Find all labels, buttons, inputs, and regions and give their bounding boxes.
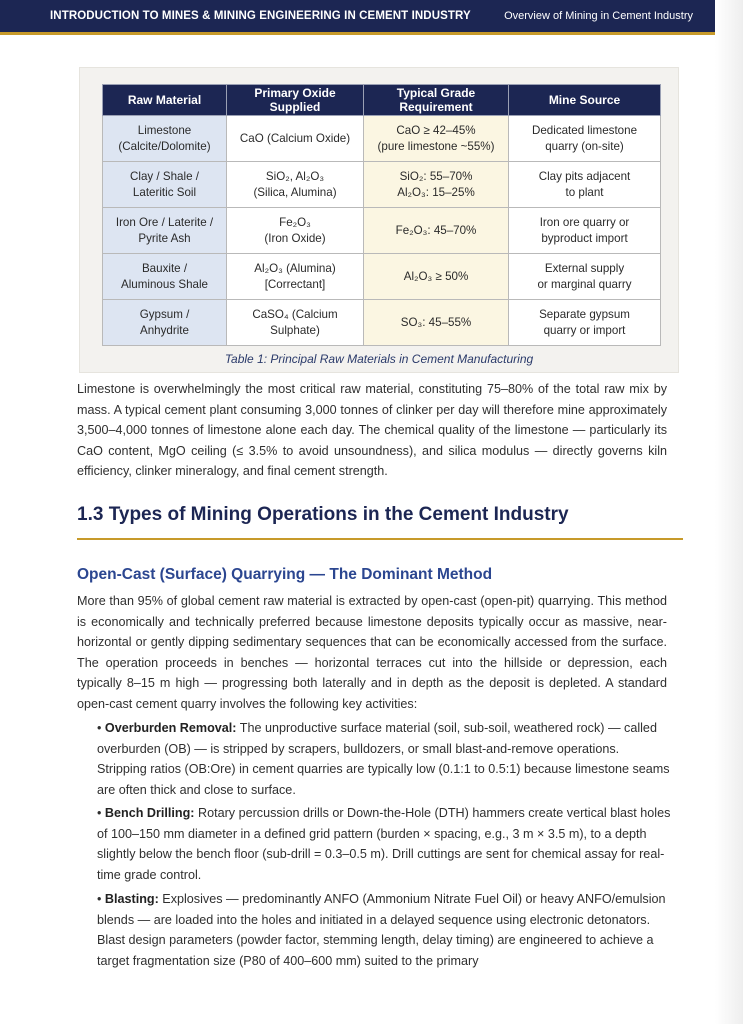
table-row [103, 300, 661, 346]
cell-line: Limestone [137, 123, 192, 137]
table-cell-material [103, 162, 227, 208]
bullet-text: The unproductive surface material (soil, sub-soil, weathered rock) — called overburden (OB) — is stripped by scrapers, bulldozers, or small blast-and-remove operations. Stripping ratios (OB:Ore) in cement quarries are typically low (0.1:1 to 0.5:1) because limestone seams are often thick and close to surface. [97, 721, 670, 797]
cell-line: Fe₂O₃ [279, 215, 311, 229]
table-cell-material [103, 300, 227, 346]
cell-line: quarry or import [543, 323, 626, 337]
table-row [103, 162, 661, 208]
table-figure [80, 68, 678, 372]
table-cell-grade [364, 208, 509, 254]
cell-line: Lateritic Soil [132, 185, 197, 199]
table-row [103, 254, 661, 300]
bullet-blasting: • Blasting: Explosives — predominantly ANFO (Ammonium Nitrate Fuel Oil) or heavy ANFO/emulsion blends — are loaded into the holes and initiated in a delayed sequence using electronic detonators. Blast design parameters (powder factor, stemming length, delay timing) are engineered to achieve a target fragmentation size (P80 of 400–600 mm) suited to the primary [97, 892, 666, 968]
cell-line: Anhydrite [140, 323, 189, 337]
cell-line: CaO ≥ 42–45% [396, 123, 476, 137]
table-cell-oxide [227, 162, 364, 208]
section-divider [77, 538, 683, 540]
cell-line: Bauxite / [141, 261, 188, 275]
column-header: Mine Source [509, 85, 661, 116]
table-cell-source [509, 162, 661, 208]
cell-line: (pure limestone ~55%) [377, 139, 495, 153]
table-cell-material [103, 116, 227, 162]
table-cell-oxide [227, 254, 364, 300]
table-cell-material [103, 254, 227, 300]
cell-line: (Calcite/Dolomite) [118, 139, 211, 153]
table-cell-oxide [227, 300, 364, 346]
cell-line: Clay pits adjacent [538, 169, 631, 183]
table-cell-grade [364, 300, 509, 346]
table-row [103, 116, 661, 162]
table-cell-grade [364, 116, 509, 162]
paragraph-open-cast: More than 95% of global cement raw material is extracted by open-cast (open-pit) quarrying. This method is economically and technically preferred because limestone deposits typically occur as massive, near-horizontal or gently dipping sedimentary sequences that can be economically accessed from the surface. The operation proceeds in benches — horizontal terraces cut into the hillside or depression, each typically 8–15 m high — progressing both laterally and in depth as the deposit is depleted. A standard open-cast cement quarry involves the following key activities: [77, 594, 667, 711]
header-section: Overview of Mining in Cement Industry [504, 10, 693, 22]
paragraph-limestone: Limestone is overwhelmingly the most critical raw material, constituting 75–80% of the total raw mix by mass. A typical cement plant consuming 3,000 tonnes of clinker per day will therefore mine approximately 3,500–4,000 tonnes of limestone alone each day. The chemical quality of the limestone — particularly its CaO content, MgO ceiling (≤ 3.5% to avoid unsoundness), and silica modulus — directly governs kiln efficiency, clinker mineralogy, and final cement strength. [77, 382, 667, 478]
raw-materials-table [102, 84, 661, 346]
table-cell-material [103, 208, 227, 254]
page-header [0, 0, 715, 35]
cell-line: Iron ore quarry or [539, 215, 630, 229]
cell-line: to plant [565, 185, 604, 199]
cell-line: [Correctant] [264, 277, 326, 291]
cell-line: SO₃: 45–55% [400, 315, 472, 329]
cell-line: Gypsum / [139, 307, 190, 321]
table-cell-source [509, 300, 661, 346]
cell-line: Dedicated limestone [531, 123, 638, 137]
cell-line: SiO₂, Al₂O₃ [265, 169, 325, 183]
cell-line: SiO₂: 55–70% [399, 169, 473, 183]
bullet-term: Bench Drilling: [104, 806, 195, 820]
page-edge-shadow [715, 0, 743, 1024]
table-caption: Table 1: Principal Raw Materials in Cement Manufacturing [224, 352, 534, 366]
subsection-heading: Open-Cast (Surface) Quarrying — The Dominant Method [77, 566, 493, 583]
bullet-text: Explosives — predominantly ANFO (Ammonium Nitrate Fuel Oil) or heavy ANFO/emulsion blends — are loaded into the holes and initiated in a delayed sequence using electronic detonators. Blast design parameters (powder factor, stemming length, delay timing) are engineered to achieve a target fragmentation size (P80 of 400–600 mm) suited to the primary [97, 892, 666, 968]
table-cell-source [509, 116, 661, 162]
table-cell-source [509, 254, 661, 300]
table-cell-oxide [227, 208, 364, 254]
cell-line: or marginal quarry [537, 277, 632, 291]
table-row [103, 208, 661, 254]
bullet-overburden: • Overburden Removal: The unproductive surface material (soil, sub-soil, weathered rock) — called overburden (OB) — is stripped by scrapers, bulldozers, or small blast-and-remove operations. Stripping ratios (OB:Ore) in cement quarries are typically low (0.1:1 to 0.5:1) because limestone seams are often thick and close to surface. [97, 721, 670, 797]
cell-line: CaO (Calcium Oxide) [239, 131, 351, 145]
table-header-row [103, 85, 661, 116]
cell-line: Iron Ore / Laterite / [115, 215, 214, 229]
column-header: Raw Material [103, 85, 227, 116]
cell-line: (Silica, Alumina) [253, 185, 337, 199]
header-title: INTRODUCTION TO MINES & MINING ENGINEERING IN CEMENT INDUSTRY [50, 10, 471, 22]
column-header: Typical Grade Requirement [364, 85, 509, 116]
cell-line: quarry (on-site) [545, 139, 624, 153]
bullet-text: Rotary percussion drills or Down-the-Hole (DTH) hammers create vertical blast holes of 100–150 mm diameter in a defined grid pattern (burden × spacing, e.g., 3 m × 3.5 m), to a depth slightly below the bench floor (sub-drill = 0.3–0.5 m). Drill cuttings are sent for chemical assay for real-time grade control. [97, 806, 671, 882]
bullet-term: Overburden Removal: [104, 721, 237, 735]
cell-line: Al₂O₃ ≥ 50% [403, 269, 469, 283]
table-cell-grade [364, 254, 509, 300]
cell-line: Fe₂O₃: 45–70% [395, 223, 477, 237]
bullet-bench-drilling: • Bench Drilling: Rotary percussion drills or Down-the-Hole (DTH) hammers create vertical blast holes of 100–150 mm diameter in a defined grid pattern (burden × spacing, e.g., 3 m × 3.5 m), to a depth slightly below the bench floor (sub-drill = 0.3–0.5 m). Drill cuttings are sent for chemical assay for real-time grade control. [97, 806, 671, 882]
cell-line: (Iron Oxide) [264, 231, 326, 245]
cell-line: Al₂O₃: 15–25% [397, 185, 475, 199]
cell-line: CaSO₄ (Calcium [252, 307, 338, 321]
column-header: Primary Oxide Supplied [227, 85, 364, 116]
cell-line: Separate gypsum [539, 307, 630, 321]
cell-line: Al₂O₃ (Alumina) [254, 261, 336, 275]
cell-line: Clay / Shale / [130, 169, 199, 183]
cell-line: byproduct import [541, 231, 628, 245]
cell-line: Pyrite Ash [138, 231, 191, 245]
cell-line: Sulphate) [270, 323, 320, 337]
table-cell-grade [364, 162, 509, 208]
cell-line: Aluminous Shale [120, 277, 208, 291]
section-heading: 1.3 Types of Mining Operations in the Cement Industry [77, 504, 569, 525]
cell-line: External supply [544, 261, 625, 275]
table-cell-source [509, 208, 661, 254]
table-cell-oxide [227, 116, 364, 162]
bullet-term: Blasting: [104, 892, 159, 906]
